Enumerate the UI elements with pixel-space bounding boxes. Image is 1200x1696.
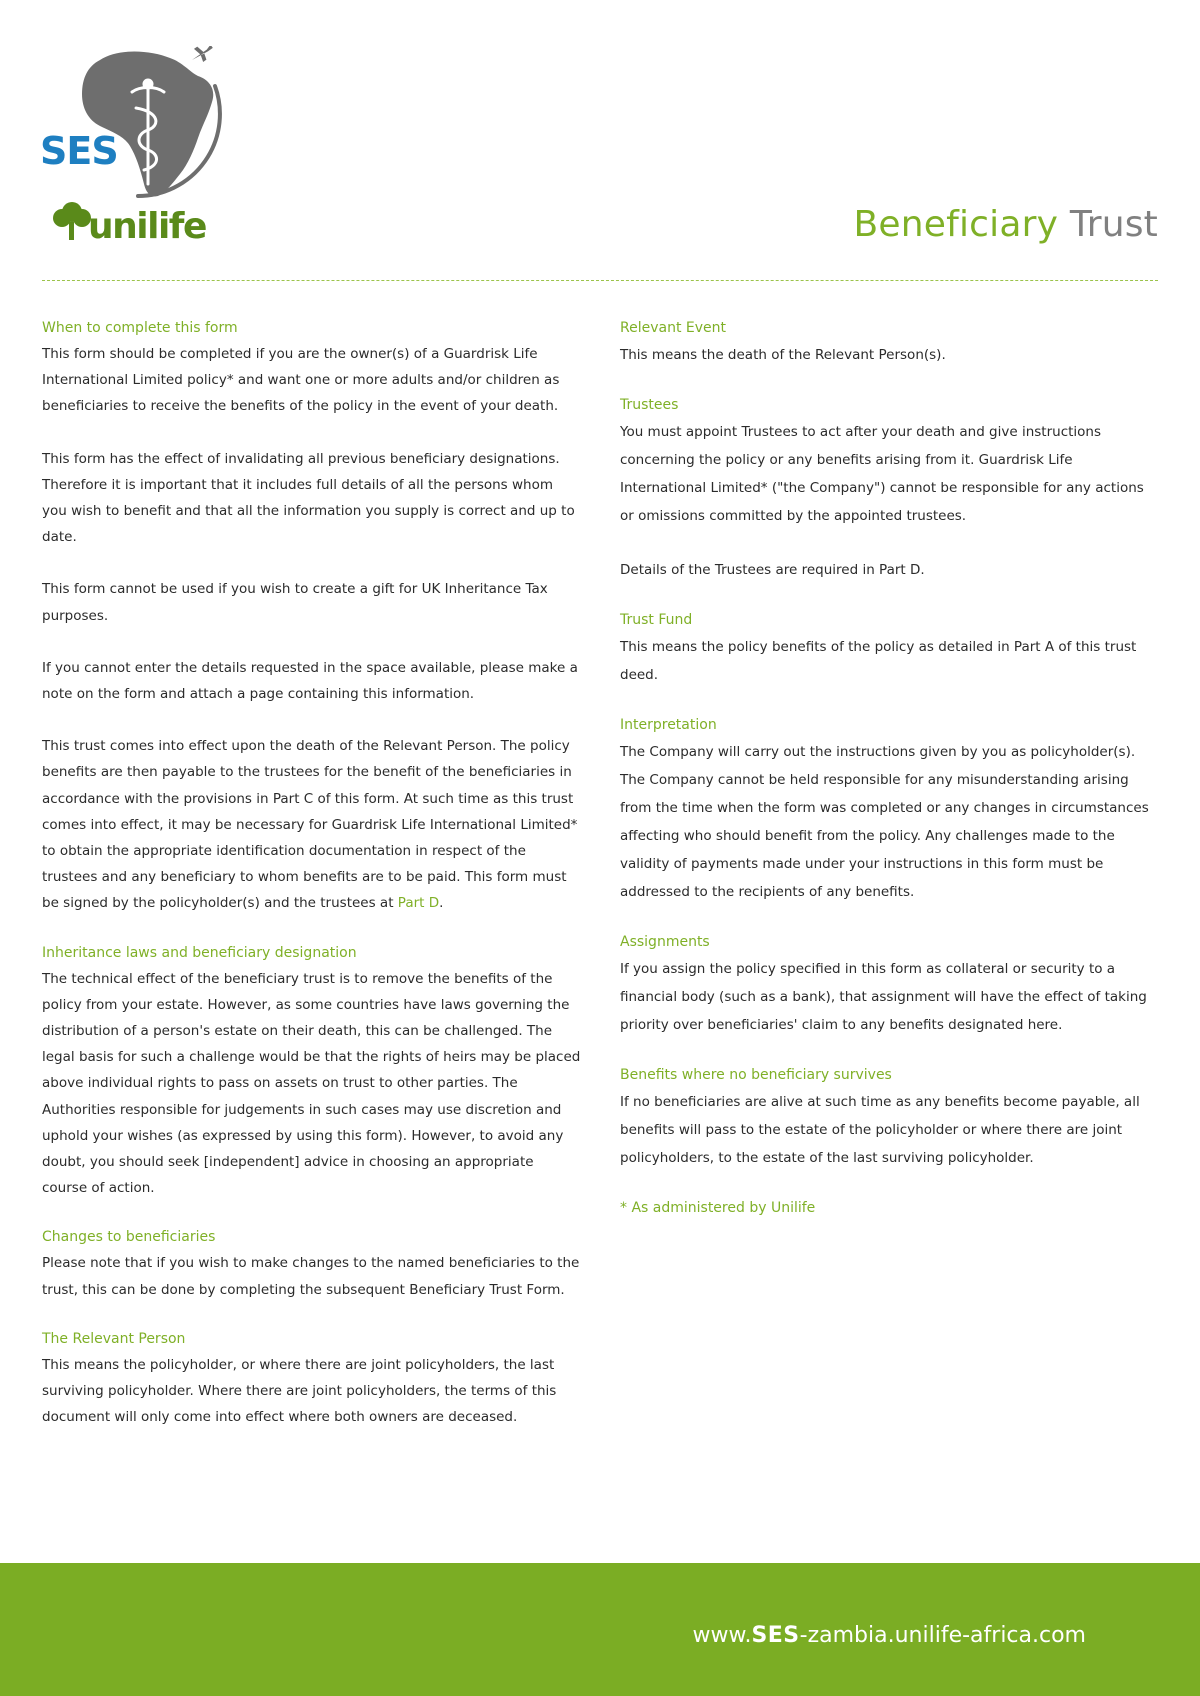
ses-logo-text: SES bbox=[40, 129, 118, 173]
section-heading: Interpretation bbox=[620, 717, 717, 733]
right-column bbox=[620, 318, 1160, 1218]
paragraph-trust-effect bbox=[42, 733, 582, 916]
footer-url-ses: SES bbox=[751, 1623, 800, 1648]
paragraph: If you assign the policy specified in this form as collateral or security to a financial body (such as a bank), that assignment will have the effect of taking priority over beneficiaries' claim to any benefits designated here. bbox=[620, 961, 1147, 1033]
paragraph: This form should be completed if you are the owner(s) of a Guardrisk Life International Limited policy* and want one or more adults and/or children as beneficiaries to receive the benefits of the policy in the event of your death. bbox=[42, 346, 560, 415]
dashed-divider bbox=[42, 280, 1158, 281]
section-heading: Trust Fund bbox=[620, 612, 693, 628]
paragraph: This means the death of the Relevant Person(s). bbox=[620, 347, 946, 363]
section-relevant-person bbox=[42, 1329, 582, 1431]
section-heading: Benefits where no beneficiary survives bbox=[620, 1067, 892, 1083]
section-no-beneficiary-survives bbox=[620, 1065, 1160, 1172]
section-heading: Assignments bbox=[620, 934, 710, 950]
ses-unilife-logo bbox=[40, 46, 245, 264]
title-part-2: Trust bbox=[1069, 204, 1158, 245]
paragraph: This means the policyholder, or where there are joint policyholders, the last surviving policyholder. Where there are joint policyholders, the terms of this document will only come into effect where both owners are deceased. bbox=[42, 1356, 557, 1426]
section-when-to-complete bbox=[42, 318, 582, 917]
section-heading: Relevant Event bbox=[620, 320, 726, 336]
section-heading: Inheritance laws and beneficiary designation bbox=[42, 944, 357, 961]
airplane-icon bbox=[187, 46, 216, 67]
paragraph: Please note that if you wish to make changes to the named beneficiaries to the trust, this can be done by completing the subsequent Beneficiary Trust Form. bbox=[42, 1255, 580, 1298]
section-trustees bbox=[620, 395, 1160, 584]
footer-website-link[interactable] bbox=[692, 1623, 1086, 1648]
paragraph: This form cannot be used if you wish to create a gift for UK Inheritance Tax purposes. bbox=[42, 581, 548, 624]
section-heading: Changes to beneficiaries bbox=[42, 1229, 216, 1246]
section-inheritance-laws bbox=[42, 943, 582, 1202]
paragraph: Details of the Trustees are required in Part D. bbox=[620, 562, 925, 578]
paragraph: If no beneficiaries are alive at such time as any benefits become payable, all benefits will pass to the estate of the policyholder or where there are joint policyholders, to the estate of the last surviving policyholder. bbox=[620, 1094, 1140, 1166]
section-trust-fund bbox=[620, 610, 1160, 689]
section-interpretation bbox=[620, 715, 1160, 906]
paragraph: This form has the effect of invalidating all previous beneficiary designations. Therefore it is important that it includes full details of all the persons whom you wish to benefit and that all the information you supply is correct and up to date. bbox=[42, 450, 575, 546]
footer-url-rest: -zambia.unilife-africa.com bbox=[799, 1623, 1086, 1648]
left-column bbox=[42, 318, 582, 1457]
paragraph: The technical effect of the beneficiary trust is to remove the benefits of the policy from your estate. However, as some countries have laws governing the distribution of a person's estate on their death, this can be challenged. The legal basis for such a challenge would be that the rights of heirs may be placed above individual rights to pass on assets on trust to other parties. The Authorities responsible for judgements in such cases may use discretion and uphold your wishes (as expressed by using this form). However, to avoid any doubt, you should seek [independent] advice in choosing an appropriate course of action. bbox=[42, 970, 581, 1197]
section-assignments bbox=[620, 932, 1160, 1039]
section-heading: Trustees bbox=[620, 397, 679, 413]
section-heading: When to complete this form bbox=[42, 320, 238, 336]
footnote: * As administered by Unilife bbox=[620, 1200, 816, 1216]
footer-url-www: www. bbox=[692, 1623, 752, 1648]
paragraph: You must appoint Trustees to act after your death and give instructions concerning the policy or any benefits arising from it. Guardrisk Life International Limited* ("the Company") cannot be responsible for any actions or omissions committed by the appointed trustees. bbox=[620, 424, 1144, 524]
unilife-logo-text: unilife bbox=[88, 206, 206, 247]
page-title bbox=[854, 204, 1159, 245]
paragraph: If you cannot enter the details requested in the space available, please make a note on the form and attach a page containing this information. bbox=[42, 659, 578, 703]
paragraph-text: This trust comes into effect upon the death of the Relevant Person. The policy benefits are then payable to the trustees for the benefit of the beneficiaries in accordance with the provisions in Part C of this form. At such time as this trust comes into effect, it may be necessary for Guardrisk Life International Limited* to obtain the appropriate identification documentation in respect of the trustees and any beneficiary to whom benefits are to be paid. This form must be signed by the policyholder(s) and the trustees at bbox=[42, 738, 578, 912]
footer-band bbox=[0, 1563, 1200, 1696]
section-heading: The Relevant Person bbox=[42, 1330, 186, 1347]
section-relevant-event bbox=[620, 318, 1160, 369]
trailing-period: . bbox=[439, 895, 444, 912]
paragraph: This means the policy benefits of the policy as detailed in Part A of this trust deed. bbox=[620, 639, 1137, 683]
paragraph: The Company will carry out the instructions given by you as policyholder(s). The Company cannot be held responsible for any misunderstanding arising from the time when the form was completed or any changes in circumstances affecting who should benefit from the policy. Any challenges made to the validity of payments made under your instructions in this form must be addressed to the recipients of any benefits. bbox=[620, 744, 1149, 900]
part-d-link[interactable]: Part D bbox=[397, 895, 440, 912]
tree-icon bbox=[53, 202, 91, 240]
title-part-1: Beneficiary bbox=[853, 204, 1059, 245]
section-changes-to-beneficiaries bbox=[42, 1227, 582, 1302]
